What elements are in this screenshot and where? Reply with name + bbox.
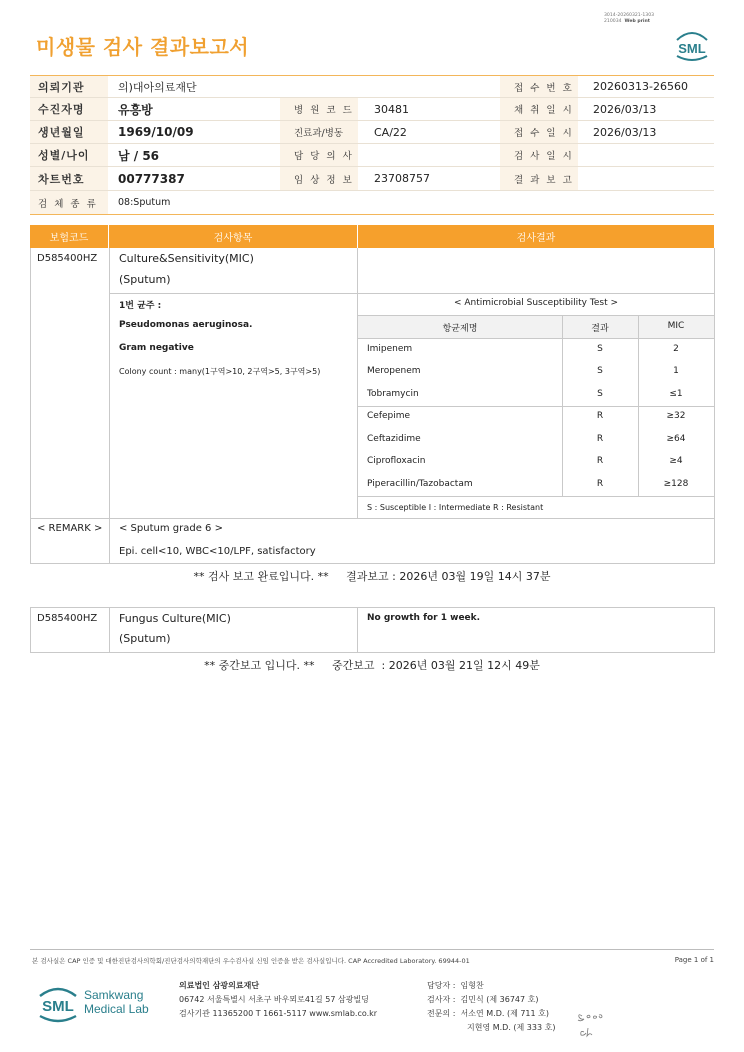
test1-specimen: (Sputum) — [119, 273, 171, 286]
info-row-chart — [30, 167, 714, 191]
svg-text:SML: SML — [678, 41, 706, 56]
info-row-name — [30, 98, 714, 121]
ast-drug-mic: ≥4 — [669, 456, 683, 466]
lab-address: 06742 서울특별시 서초구 바우뫼로41길 57 삼광빌딩 — [179, 995, 369, 1004]
receipt-date-label: 접 수 일 시 — [500, 121, 578, 143]
remark-line1: < Sputum grade 6 > — [119, 523, 223, 534]
ast-drug-mic: ≥128 — [663, 479, 689, 489]
ast-title: < Antimicrobial Susceptibility Test > — [454, 298, 618, 308]
chart-value: 00777387 — [118, 171, 185, 186]
report-label: 결 과 보 고 — [500, 167, 578, 190]
dept-value: CA/22 — [374, 125, 407, 139]
specimen-label: 검 체 종 류 — [30, 191, 108, 214]
footer-logo — [36, 982, 156, 1026]
doctor-label: 담 당 의 사 — [280, 144, 358, 166]
ast-drug-name: Meropenem — [367, 366, 421, 376]
requester-value: 의)대아의료재단 — [118, 80, 197, 94]
staff-examiner: 김민식 (제 36747 호) — [460, 995, 539, 1004]
ast-drug-mic: ≥32 — [666, 411, 686, 421]
col-result-header: 검사결과 — [516, 233, 556, 244]
test2-specimen: (Sputum) — [119, 632, 171, 645]
remark-label: < REMARK > — [37, 523, 103, 534]
ast-drug-result: R — [596, 434, 604, 444]
receipt-no-value: 20260313-26560 — [593, 80, 688, 93]
ast-drug-name: Tobramycin — [367, 389, 419, 399]
test1-name: Culture&Sensitivity(MIC) — [119, 252, 254, 265]
document-code: 3014-20260321-1303 210034 Web print — [604, 13, 655, 24]
organism-name: Pseudomonas aeruginosa. — [119, 320, 253, 330]
requester-label: 의뢰기관 — [30, 76, 108, 97]
report-title: 미생물 검사 결과보고서 — [36, 35, 250, 59]
info-row-specimen — [30, 191, 714, 215]
svg-text:SML: SML — [42, 998, 74, 1015]
sml-footer-logo-icon — [36, 982, 80, 1026]
lab-contact: 검사기관 11365200 T 1661-5117 www.smlab.co.kr — [179, 1009, 378, 1018]
ast-drug-result: S — [597, 389, 603, 399]
ast-drug-name: Ciprofloxacin — [367, 456, 426, 466]
col-item-header: 검사항목 — [109, 225, 358, 248]
collect-date-label: 채 취 일 시 — [500, 98, 578, 120]
birth-label: 생년월일 — [30, 121, 108, 143]
test1-code: D585400HZ — [37, 253, 98, 264]
ast-drug-name: Ceftazidime — [367, 434, 421, 444]
ast-col-result: 결과 — [591, 324, 609, 334]
ast-drug-mic: 1 — [673, 366, 679, 376]
ast-col-mic: MIC — [667, 321, 685, 331]
test2-status: ** 중간보고 입니다. ** 중간보고 : 2026년 03월 21일 12시 49분 — [204, 659, 540, 672]
clinical-label: 임 상 정 보 — [280, 167, 358, 190]
colony-count: Colony count : many(1구역>10, 2구역>5, 3구역>5) — [119, 367, 321, 376]
clinical-value: 23708757 — [374, 172, 430, 185]
staff-specialist2: 지현영 M.D. (제 333 호) — [467, 1023, 556, 1032]
test-date-label: 검 사 일 시 — [500, 144, 578, 166]
info-row-sex-age — [30, 144, 714, 167]
test1-status: ** 검사 보고 완료입니다. ** 결과보고 : 2026년 03월 19일 14시 37분 — [193, 570, 551, 583]
ast-drug-result: S — [597, 344, 603, 354]
test-date-value — [583, 144, 713, 166]
ast-drug-mic: 2 — [673, 344, 679, 354]
doctor-value — [364, 144, 494, 166]
staff-specialist1: 서소연 M.D. (제 711 호) — [460, 1009, 550, 1018]
info-row-requester — [30, 75, 714, 98]
test2-code: D585400HZ — [37, 613, 98, 624]
sml-logo — [672, 28, 712, 62]
ast-drug-result: R — [596, 479, 604, 489]
ast-drug-mic: ≤1 — [669, 389, 683, 399]
ast-col-drug: 항균제명 — [442, 324, 478, 334]
chart-label: 차트번호 — [30, 167, 108, 190]
receipt-date-value: 2026/03/13 — [593, 125, 657, 139]
footer-brand: Samkwang Medical Lab — [84, 988, 149, 1016]
name-label: 수진자명 — [30, 98, 108, 120]
lab-info — [179, 979, 377, 1021]
sex-age-label: 성별/나이 — [30, 144, 108, 166]
ast-legend: S : Susceptible I : Intermediate R : Resistant — [367, 503, 544, 512]
accreditation-note: 본 검사실은 CAP 인증 및 대한진단검사의학회/진단검사의학재단의 우수검사실 신임 인증을 받은 검사실입니다. CAP Accredited Laboratory. 69944-01 — [32, 957, 470, 965]
strain-number: 1번 균주 : — [119, 301, 162, 311]
ast-drug-name: Piperacillin/Tazobactam — [367, 479, 473, 489]
test2-name: Fungus Culture(MIC) — [119, 612, 231, 625]
ast-drug-mic: ≥64 — [666, 434, 686, 444]
specimen-value: 08:Sputum — [118, 197, 171, 208]
hospital-code-value: 30481 — [374, 102, 409, 116]
signature-image — [576, 1008, 610, 1040]
test2-result: No growth for 1 week. — [367, 613, 481, 623]
ast-drug-result: S — [597, 366, 603, 376]
ast-drug-result: R — [596, 411, 604, 421]
sex-age-value: 남 / 56 — [118, 148, 160, 163]
staff-info: 담당자 : 임형찬 검사자 : 김민식 (제 36747 호) 전문의 : 서소연 M.D. (제 711 호) 지현영 M.D. (제 333 호) — [427, 979, 555, 1035]
info-row-birth — [30, 121, 714, 144]
report-value — [583, 167, 713, 190]
ast-drug-result: R — [596, 456, 604, 466]
remark-line2: Epi. cell<10, WBC<10/LPF, satisfactory — [119, 546, 316, 557]
collect-date-value: 2026/03/13 — [593, 102, 657, 116]
dept-label: 진료과/병동 — [280, 121, 358, 143]
ast-drug-name: Imipenem — [367, 344, 413, 354]
birth-value: 1969/10/09 — [118, 125, 194, 139]
lab-org: 의료법인 삼광의료재단 — [179, 981, 260, 990]
hospital-code-label: 병 원 코 드 — [280, 98, 358, 120]
receipt-no-label: 접 수 번 호 — [500, 76, 578, 97]
result-table-header — [30, 225, 714, 248]
ast-drug-name: Cefepime — [367, 411, 411, 421]
col-code-header: 보험코드 — [30, 225, 109, 248]
footer-divider — [30, 949, 714, 950]
name-value: 유흥방 — [118, 102, 153, 117]
gram-stain: Gram negative — [119, 343, 194, 353]
staff-manager: 임형찬 — [460, 981, 484, 990]
page-number: Page 1 of 1 — [674, 956, 714, 964]
